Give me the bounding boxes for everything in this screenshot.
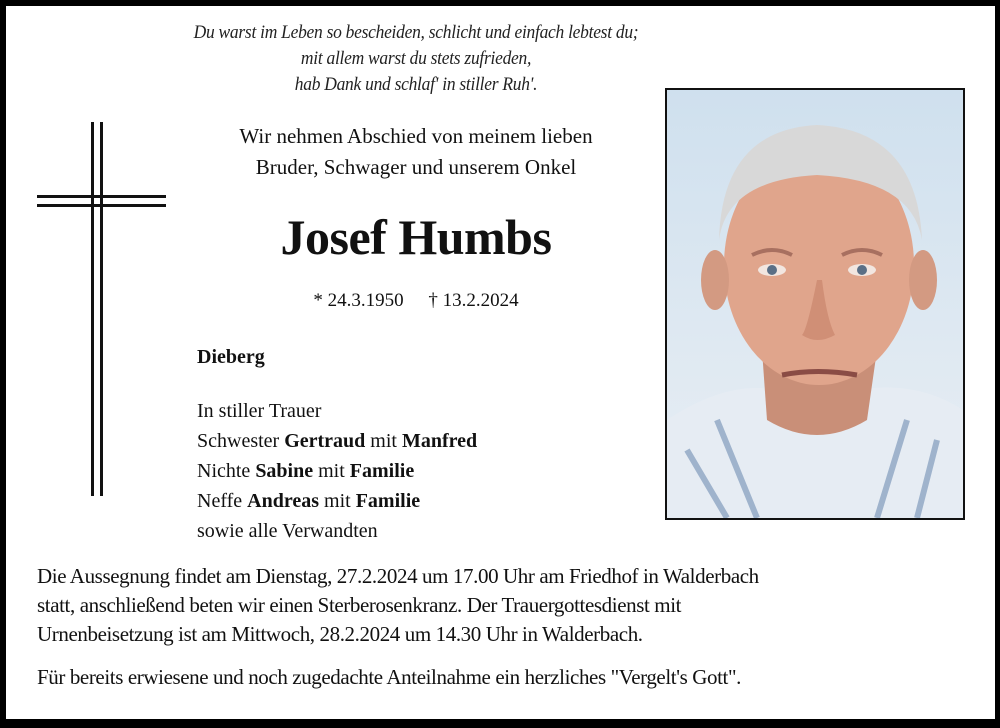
birth-date: * 24.3.1950	[313, 290, 404, 311]
deceased-name: Josef Humbs	[280, 209, 552, 265]
portrait-image	[667, 90, 963, 518]
thanks-text: Für bereits erwiesene und noch zugedachte Anteilnahme ein herzliches "Vergelt's Gott".	[37, 665, 741, 689]
portrait-photo	[665, 88, 965, 520]
intro-line: Wir nehmen Abschied von meinem lieben	[239, 124, 593, 148]
death-date: † 13.2.2024	[428, 290, 519, 311]
mourner-line: sowie alle Verwandten	[197, 520, 378, 542]
mourner-line: Nichte Sabine mit Familie	[197, 460, 415, 482]
service-paragraph: Die Aussegnung findet am Dienstag, 27.2.2024 um 17.00 Uhr am Friedhof in Walderbach statt, anschließend beten wir einen Sterberosenkranz. Der Trauergottesdienst mit Urnenbeisetzung ist am Mittwoch, 28.2.2024 um 14.30 Uhr in Walderbach.	[37, 564, 759, 646]
obituary-page	[6, 6, 995, 719]
poem-line: mit allem warst du stets zufrieden,	[300, 48, 532, 69]
intro-text	[166, 121, 666, 183]
mourners-list	[197, 396, 477, 546]
poem-line: hab Dank und schlaf' in stiller Ruh'.	[294, 74, 538, 95]
service-info	[37, 562, 977, 706]
mourner-line: In stiller Trauer	[197, 400, 322, 422]
hometown: Dieberg	[197, 346, 265, 368]
life-dates	[166, 290, 666, 312]
mourner-line: Neffe Andreas mit Familie	[197, 490, 421, 512]
poem	[66, 20, 766, 98]
poem-line: Du warst im Leben so bescheiden, schlicht und einfach lebtest du;	[193, 22, 639, 43]
mourner-line: Schwester Gertraud mit Manfred	[197, 430, 478, 452]
intro-line: Bruder, Schwager und unserem Onkel	[255, 155, 577, 179]
